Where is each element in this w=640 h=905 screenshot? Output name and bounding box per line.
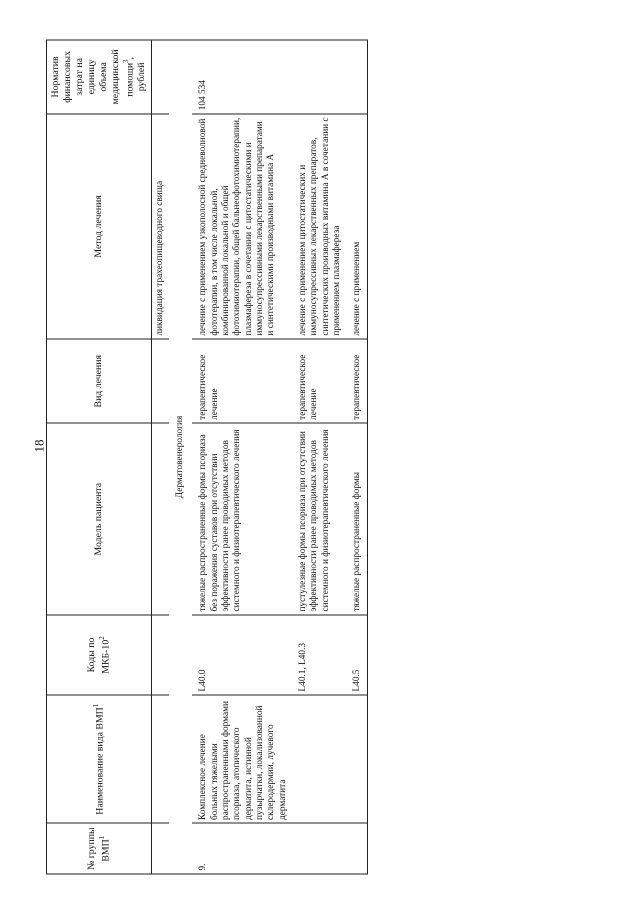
cell-model: тяжелые распространенные формы <box>346 423 367 615</box>
cell-code: L40.5 <box>346 614 367 694</box>
carryover-method: ликвидация трахеопищеводного свища <box>151 113 169 338</box>
page-number: 18 <box>31 439 47 453</box>
header-norm: Норматив финансовых затрат на единицу объема медицинской помощи$^3$, рублей <box>47 40 152 114</box>
cell-method: лечение с применением <box>346 113 367 338</box>
header-model: Модель пациента <box>47 423 152 615</box>
header-type: Вид лечения <box>47 339 152 423</box>
table-row <box>192 40 292 874</box>
header-name: Наименование вида ВМП$^1$ <box>47 695 152 823</box>
header-method: Метод лечения <box>47 113 152 338</box>
carryover-row <box>151 40 169 874</box>
cell-method: лечение с применением цитостатических и иммуносупрессивных лекарственных препаратов, синтетических производных витамина А в сочетании с применением плазмафереза <box>292 113 346 338</box>
section-row <box>169 40 192 874</box>
cell-model: тяжелые распространенные формы псориаза без поражения суставов при отсутствии эффективности ранее проводимых методов системного и физиотерапевтического лечения <box>192 423 292 615</box>
vmp-table <box>46 39 368 874</box>
header-codes: Коды по МКБ-$10^2$ <box>47 614 152 694</box>
header-row <box>47 40 152 874</box>
cell-name: Комплексное лечение больных тяжелыми распространенными формами псориаза, атопического дерматита, истинной пузырчатки, локализованной склеродермии, лучевого дерматита <box>192 695 292 823</box>
header-group: № группы ВМП$^1$ <box>47 823 152 874</box>
cell-model: пустулезные формы псориаза при отсутствии эффективности ранее проводимых методов системного и физиотерапевтического лечения <box>292 423 346 615</box>
cell-type: терапевтическое лечение <box>292 339 346 423</box>
cell-norm: 104 534 <box>192 40 292 114</box>
cell-code: L40.0 <box>192 614 292 694</box>
table-row <box>292 40 346 874</box>
cell-type: терапевтическое <box>346 339 367 423</box>
cell-type: терапевтическое лечение <box>192 339 292 423</box>
cell-group: 9. <box>192 823 292 874</box>
cell-method: лечение с применением узкополосной средневолновой фототерапии, в том числе локальной, комбинированной локальной и общей фотохимиотерапии, общей бальнеофотохимиотерапии, плазмафереза в сочетании с цитостатическими и иммуносупрессивными лекарственными препаратами и синтетическими производными витамина А <box>192 113 292 338</box>
section-title: Дерматовенерология <box>169 40 192 874</box>
rotated-table-page <box>46 39 618 874</box>
cell-code: L40.1, L40.3 <box>292 614 346 694</box>
table-row <box>346 40 367 874</box>
